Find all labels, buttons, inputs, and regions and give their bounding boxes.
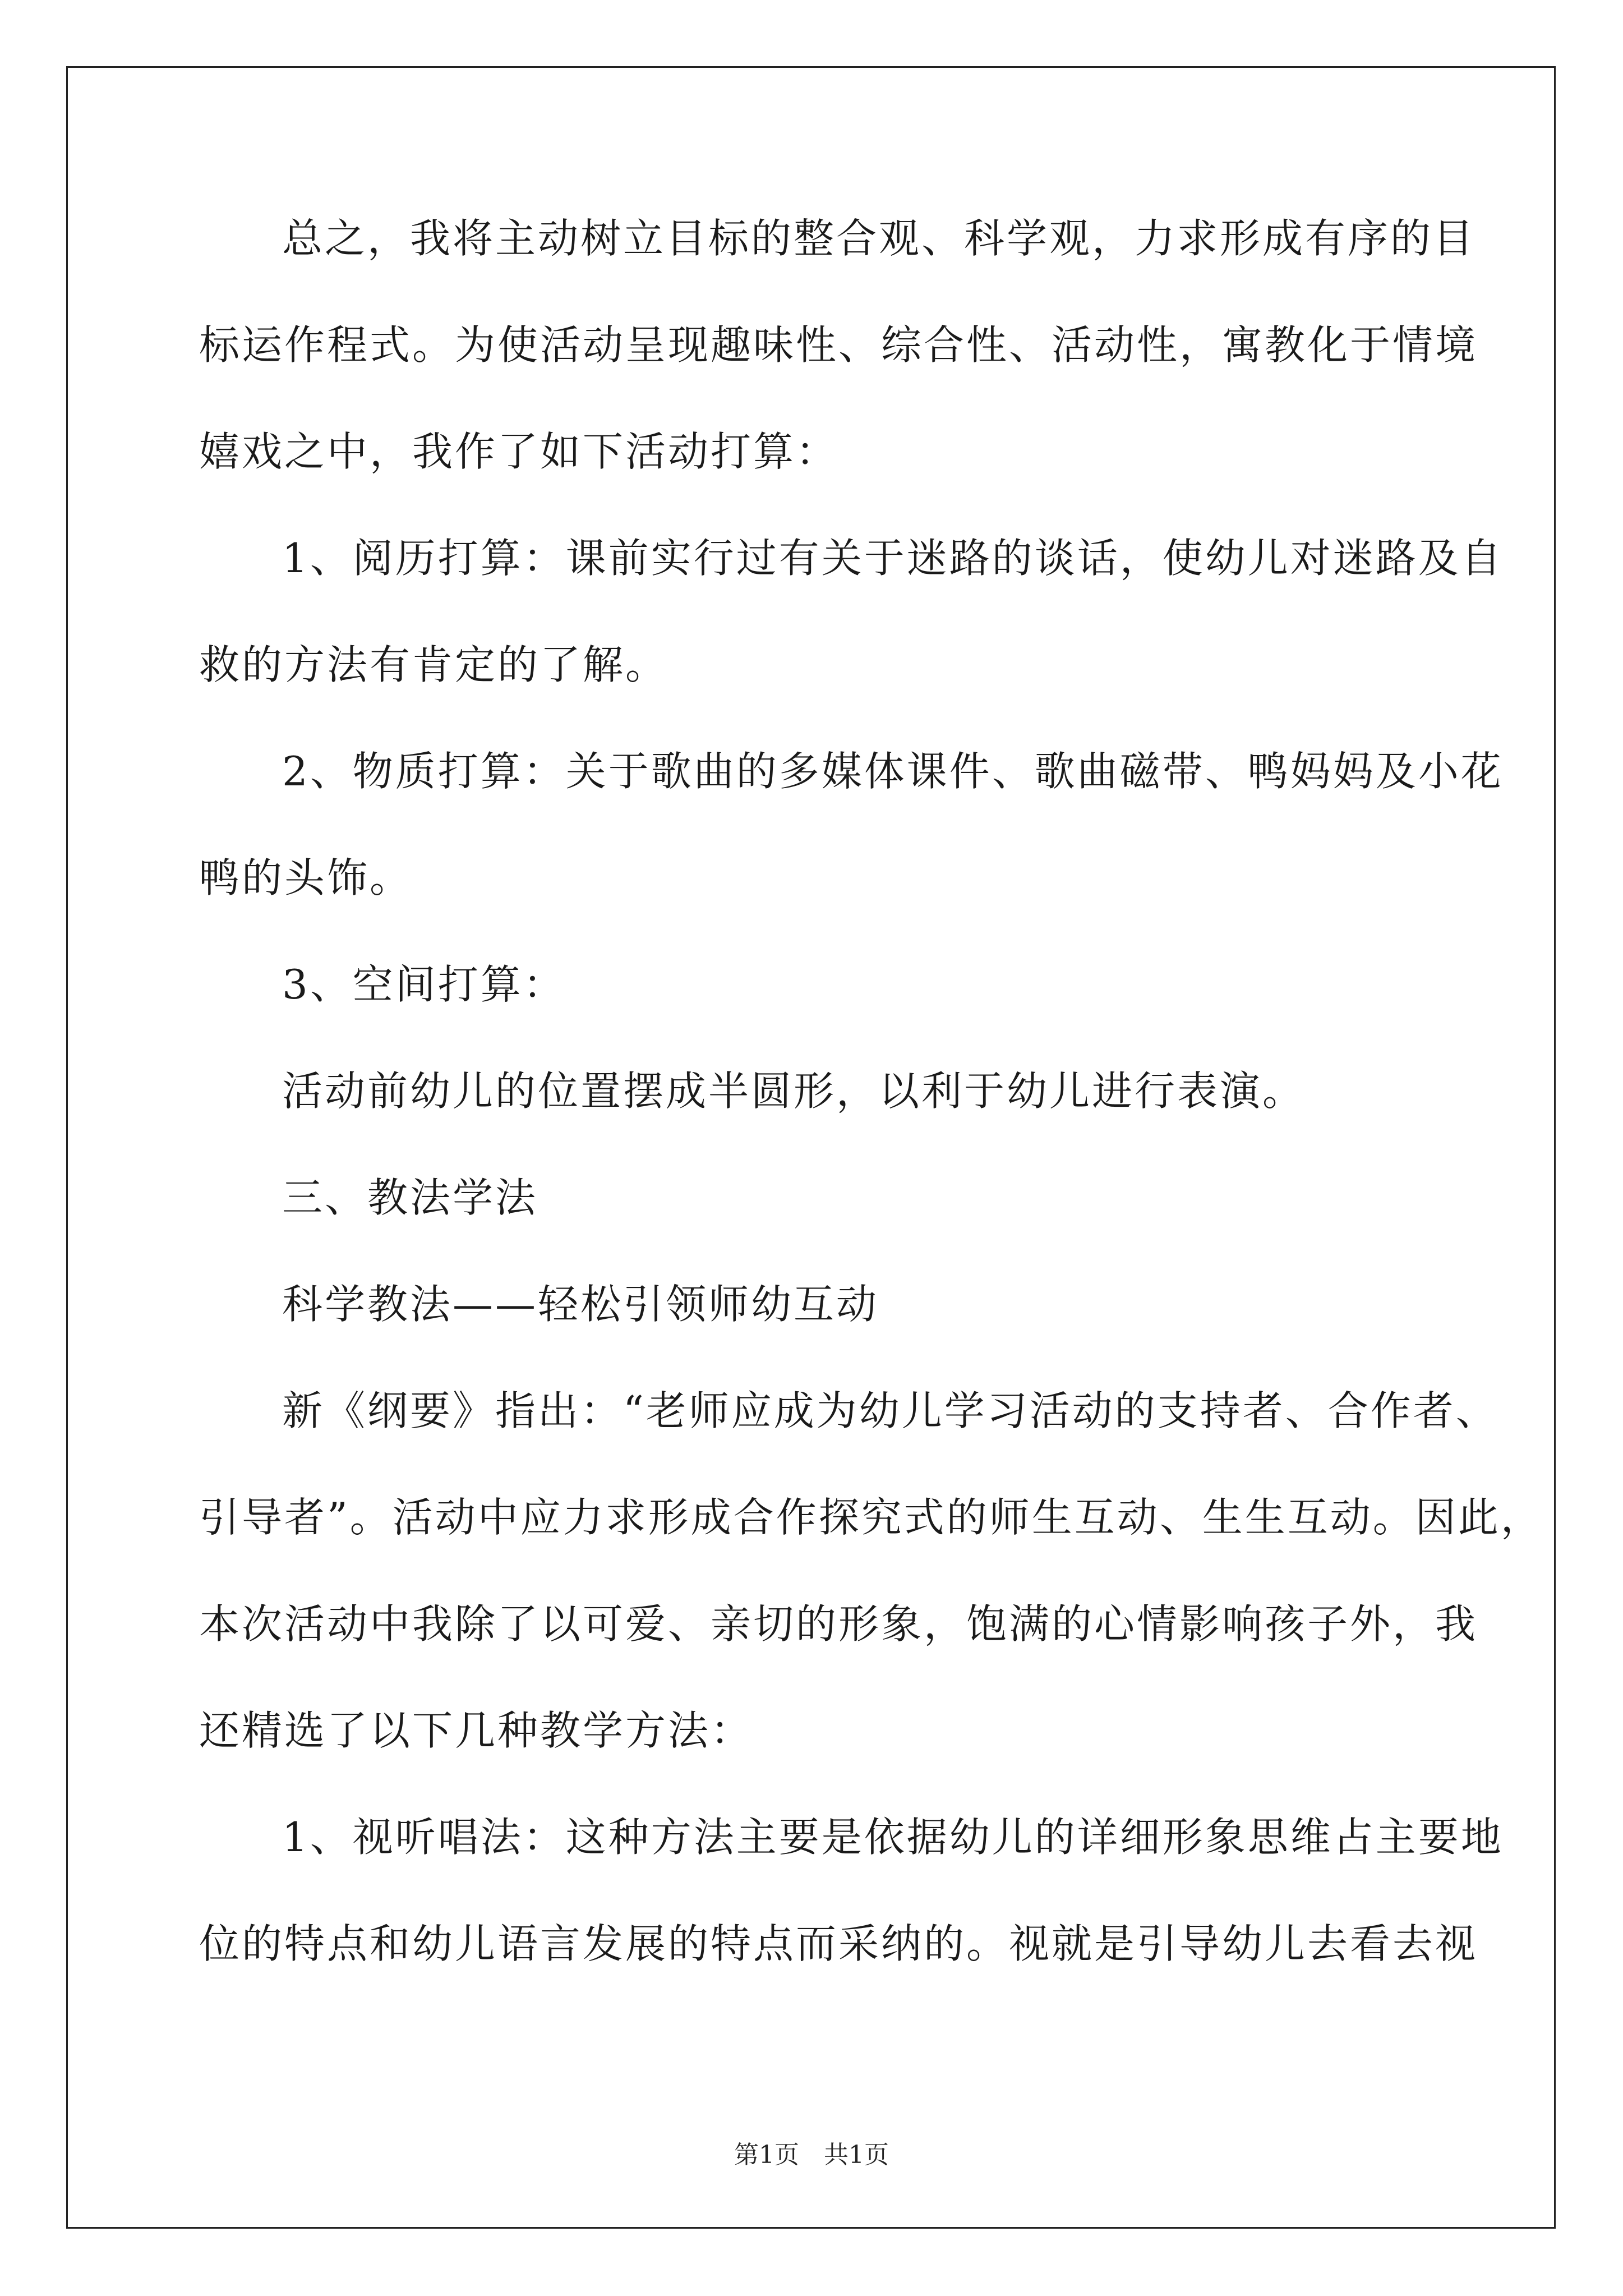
paragraph-line: 2、物质打算：关于歌曲的多媒体课件、歌曲磁带、鸭妈妈及小花 <box>282 748 1504 795</box>
paragraph-line: 鸭的头饰。 <box>199 854 413 901</box>
paragraph-line: 标运作程式。为使活动呈现趣味性、综合性、活动性，寓教化于情境 <box>199 321 1478 369</box>
paragraph-line: 1、视听唱法：这种方法主要是依据幼儿的详细形象思维占主要地 <box>282 1814 1504 1861</box>
paragraph-line: 总之，我将主动树立目标的整合观、科学观，力求形成有序的目 <box>282 215 1476 262</box>
subsection-heading: 科学教法——轻松引领师幼互动 <box>282 1281 879 1328</box>
paragraph-line: 引导者”。活动中应力求形成合作探究式的师生互动、生生互动。因此， <box>199 1494 1543 1541</box>
paragraph-line: 救的方法有肯定的了解。 <box>199 641 668 688</box>
section-heading: 三、教法学法 <box>282 1174 538 1221</box>
paragraph-line: 嬉戏之中，我作了如下活动打算： <box>199 428 839 475</box>
paragraph-line: 活动前幼儿的位置摆成半圆形，以利于幼儿进行表演。 <box>282 1068 1306 1115</box>
paragraph-line: 1、阅历打算：课前实行过有关于迷路的谈话，使幼儿对迷路及自 <box>282 535 1504 582</box>
paragraph-line: 还精选了以下几种教学方法： <box>199 1707 754 1754</box>
page-footer: 第1页 共1页 <box>734 2141 889 2169</box>
paragraph-line: 本次活动中我除了以可爱、亲切的形象，饱满的心情影响孩子外，我 <box>199 1600 1478 1648</box>
paragraph-line: 位的特点和幼儿语言发展的特点而采纳的。视就是引导幼儿去看去视 <box>199 1920 1478 1967</box>
paragraph-line: 3、空间打算： <box>282 961 566 1008</box>
page-border <box>66 66 1556 2229</box>
paragraph-line: 新《纲要》指出：“老师应成为幼儿学习活动的支持者、合作者、 <box>282 1387 1498 1434</box>
